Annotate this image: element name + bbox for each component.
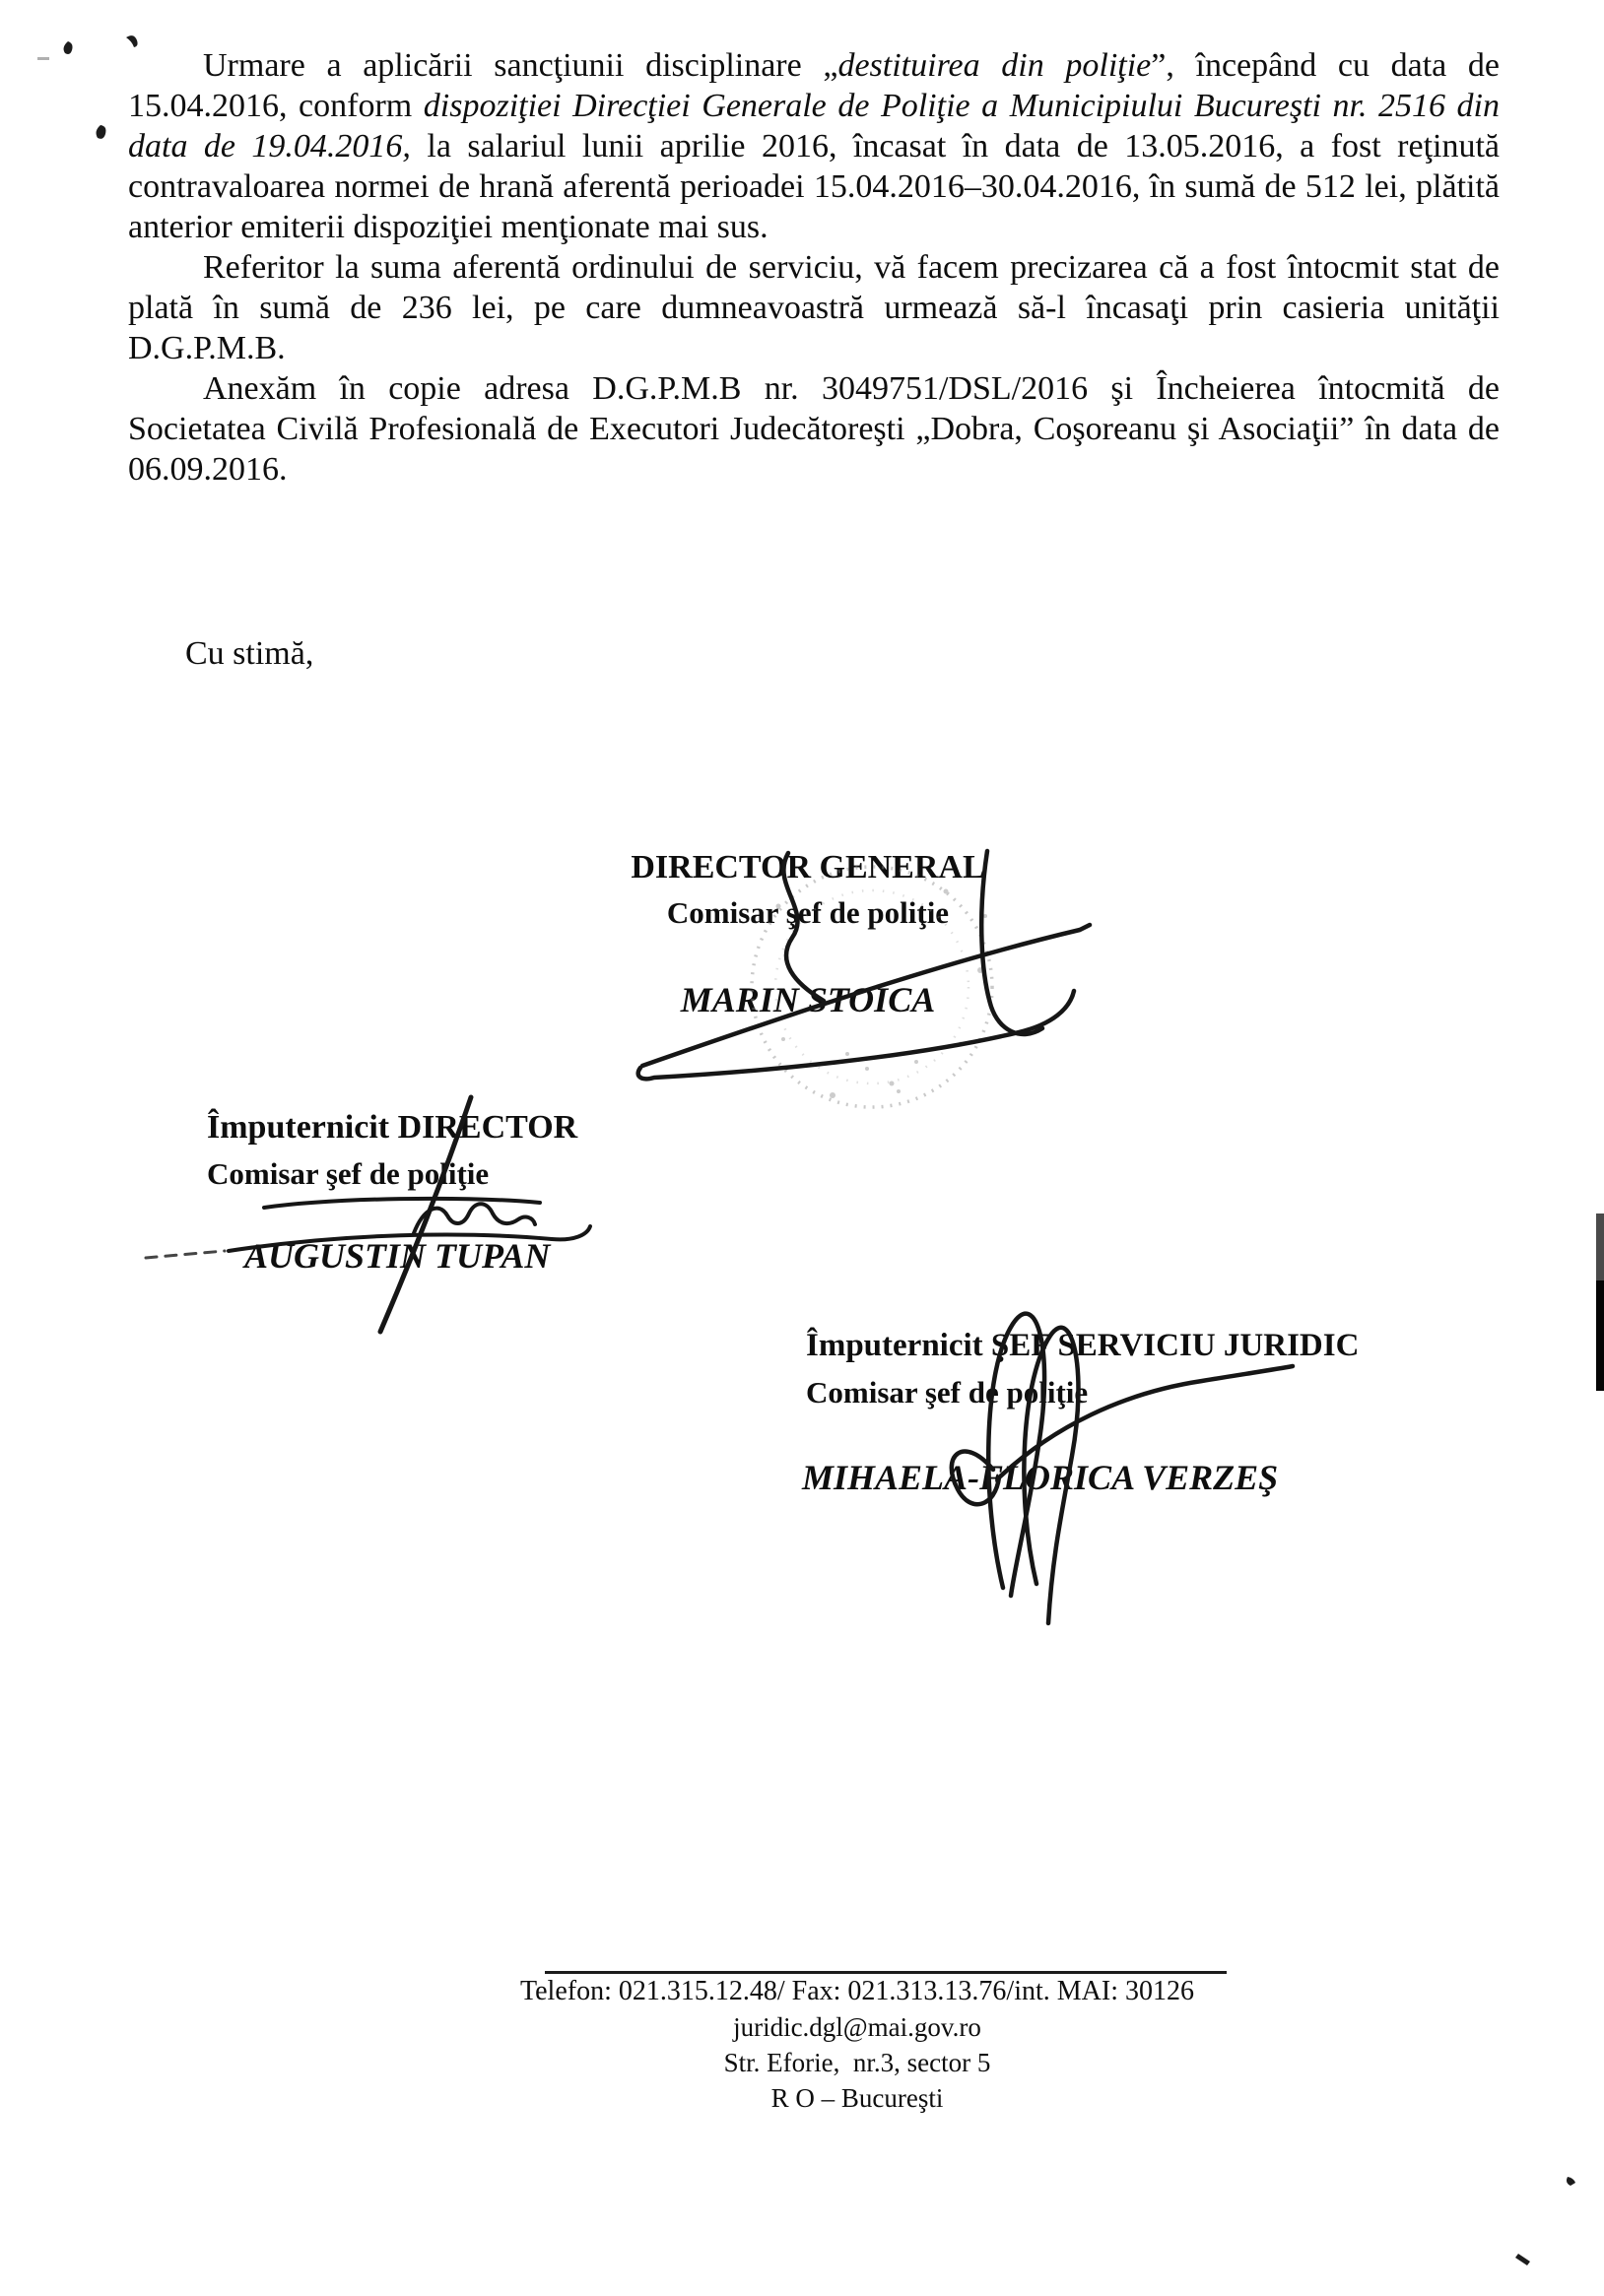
sef-serviciu-juridic-name: MIHAELA-FLORICA VERZEŞ: [802, 1458, 1279, 1497]
footer-email: juridic.dgl@mai.gov.ro: [733, 2012, 981, 2042]
footer-divider-line: [545, 1971, 1227, 1974]
paragraph-segment-italic: dispoziţiei Direcţiei Generale de Poliţie a Municipiului Bucureşti nr. 2516 din data de 19.04.2016,: [128, 88, 1501, 164]
closing-salutation: Cu stimă,: [185, 635, 314, 672]
sef-serviciu-juridic-rank: Comisar şef de poliţie: [806, 1375, 1089, 1410]
footer-phone-fax: Telefon: 021.315.12.48/ Fax: 021.313.13.76/int. MAI: 30126: [519, 1976, 1194, 2006]
imputernicit-director-title: Împuternicit DIRECTOR: [207, 1109, 578, 1146]
imputernicit-director-rank: Comisar şef de poliţie: [207, 1156, 490, 1191]
director-general-title: DIRECTOR GENERAL: [631, 849, 985, 886]
paragraph-segment: Anexăm în copie adresa D.G.P.M.B nr. 3049751/DSL/2016 şi Încheierea întocmită de Societatea Civilă Profesională de Executori Judecătoreşti „Dobra, Coşoreanu şi Asociaţii” în data de 06.09.2016.: [128, 370, 1500, 488]
paragraph: [128, 45, 1500, 247]
footer-contact-block: [434, 1976, 1281, 2114]
paragraph-segment: ”, începând cu data de 15.04.2016, conform: [128, 47, 1500, 124]
paragraph-segment: la salariul lunii aprilie 2016, încasat în data de 13.05.2016, a fost reţinută contravaloarea normei de hrană aferentă perioadei 15.04.2016–30.04.2016, în sumă de 512 lei, plătită anterior emiterii dispoziţiei menţionate mai sus.: [128, 128, 1500, 245]
paragraph-segment: Urmare a aplicării sancţiunii disciplinare „: [203, 47, 838, 84]
director-general-name: MARIN STOICA: [680, 980, 936, 1019]
footer-city: R O – Bucureşti: [770, 2083, 944, 2113]
scanner-edge-bar: [1596, 1214, 1604, 1391]
body-paragraphs: [128, 45, 1500, 490]
scan-speckles-top-left: [37, 35, 138, 139]
sef-serviciu-juridic-title: Împuternicit ŞEF SERVICIU JURIDIC: [806, 1328, 1360, 1363]
signature-block-director-general: [591, 849, 1025, 1020]
scan-speckles-bottom-right: [1515, 2177, 1575, 2265]
imputernicit-director-name: AUGUSTIN TUPAN: [244, 1236, 551, 1276]
paragraph: [128, 247, 1500, 368]
paragraph: [128, 368, 1500, 490]
paragraph-segment-italic: destituirea din poliţie: [837, 47, 1152, 84]
paragraph-segment: Referitor la suma aferentă ordinului de serviciu, vă facem precizarea că a fost întocmit stat de plată în sumă de 236 lei, pe care dumneavoastră urmează să-l încasaţi prin casieria unităţii D.G.P.M.B.: [128, 249, 1500, 366]
signature-block-sef-serviciu-juridic: [802, 1328, 1360, 1498]
footer-address: Str. Eforie, nr.3, sector 5: [723, 2048, 991, 2077]
signature-block-imputernicit-director: [207, 1109, 577, 1277]
director-general-rank: Comisar şef de poliţie: [666, 895, 950, 930]
